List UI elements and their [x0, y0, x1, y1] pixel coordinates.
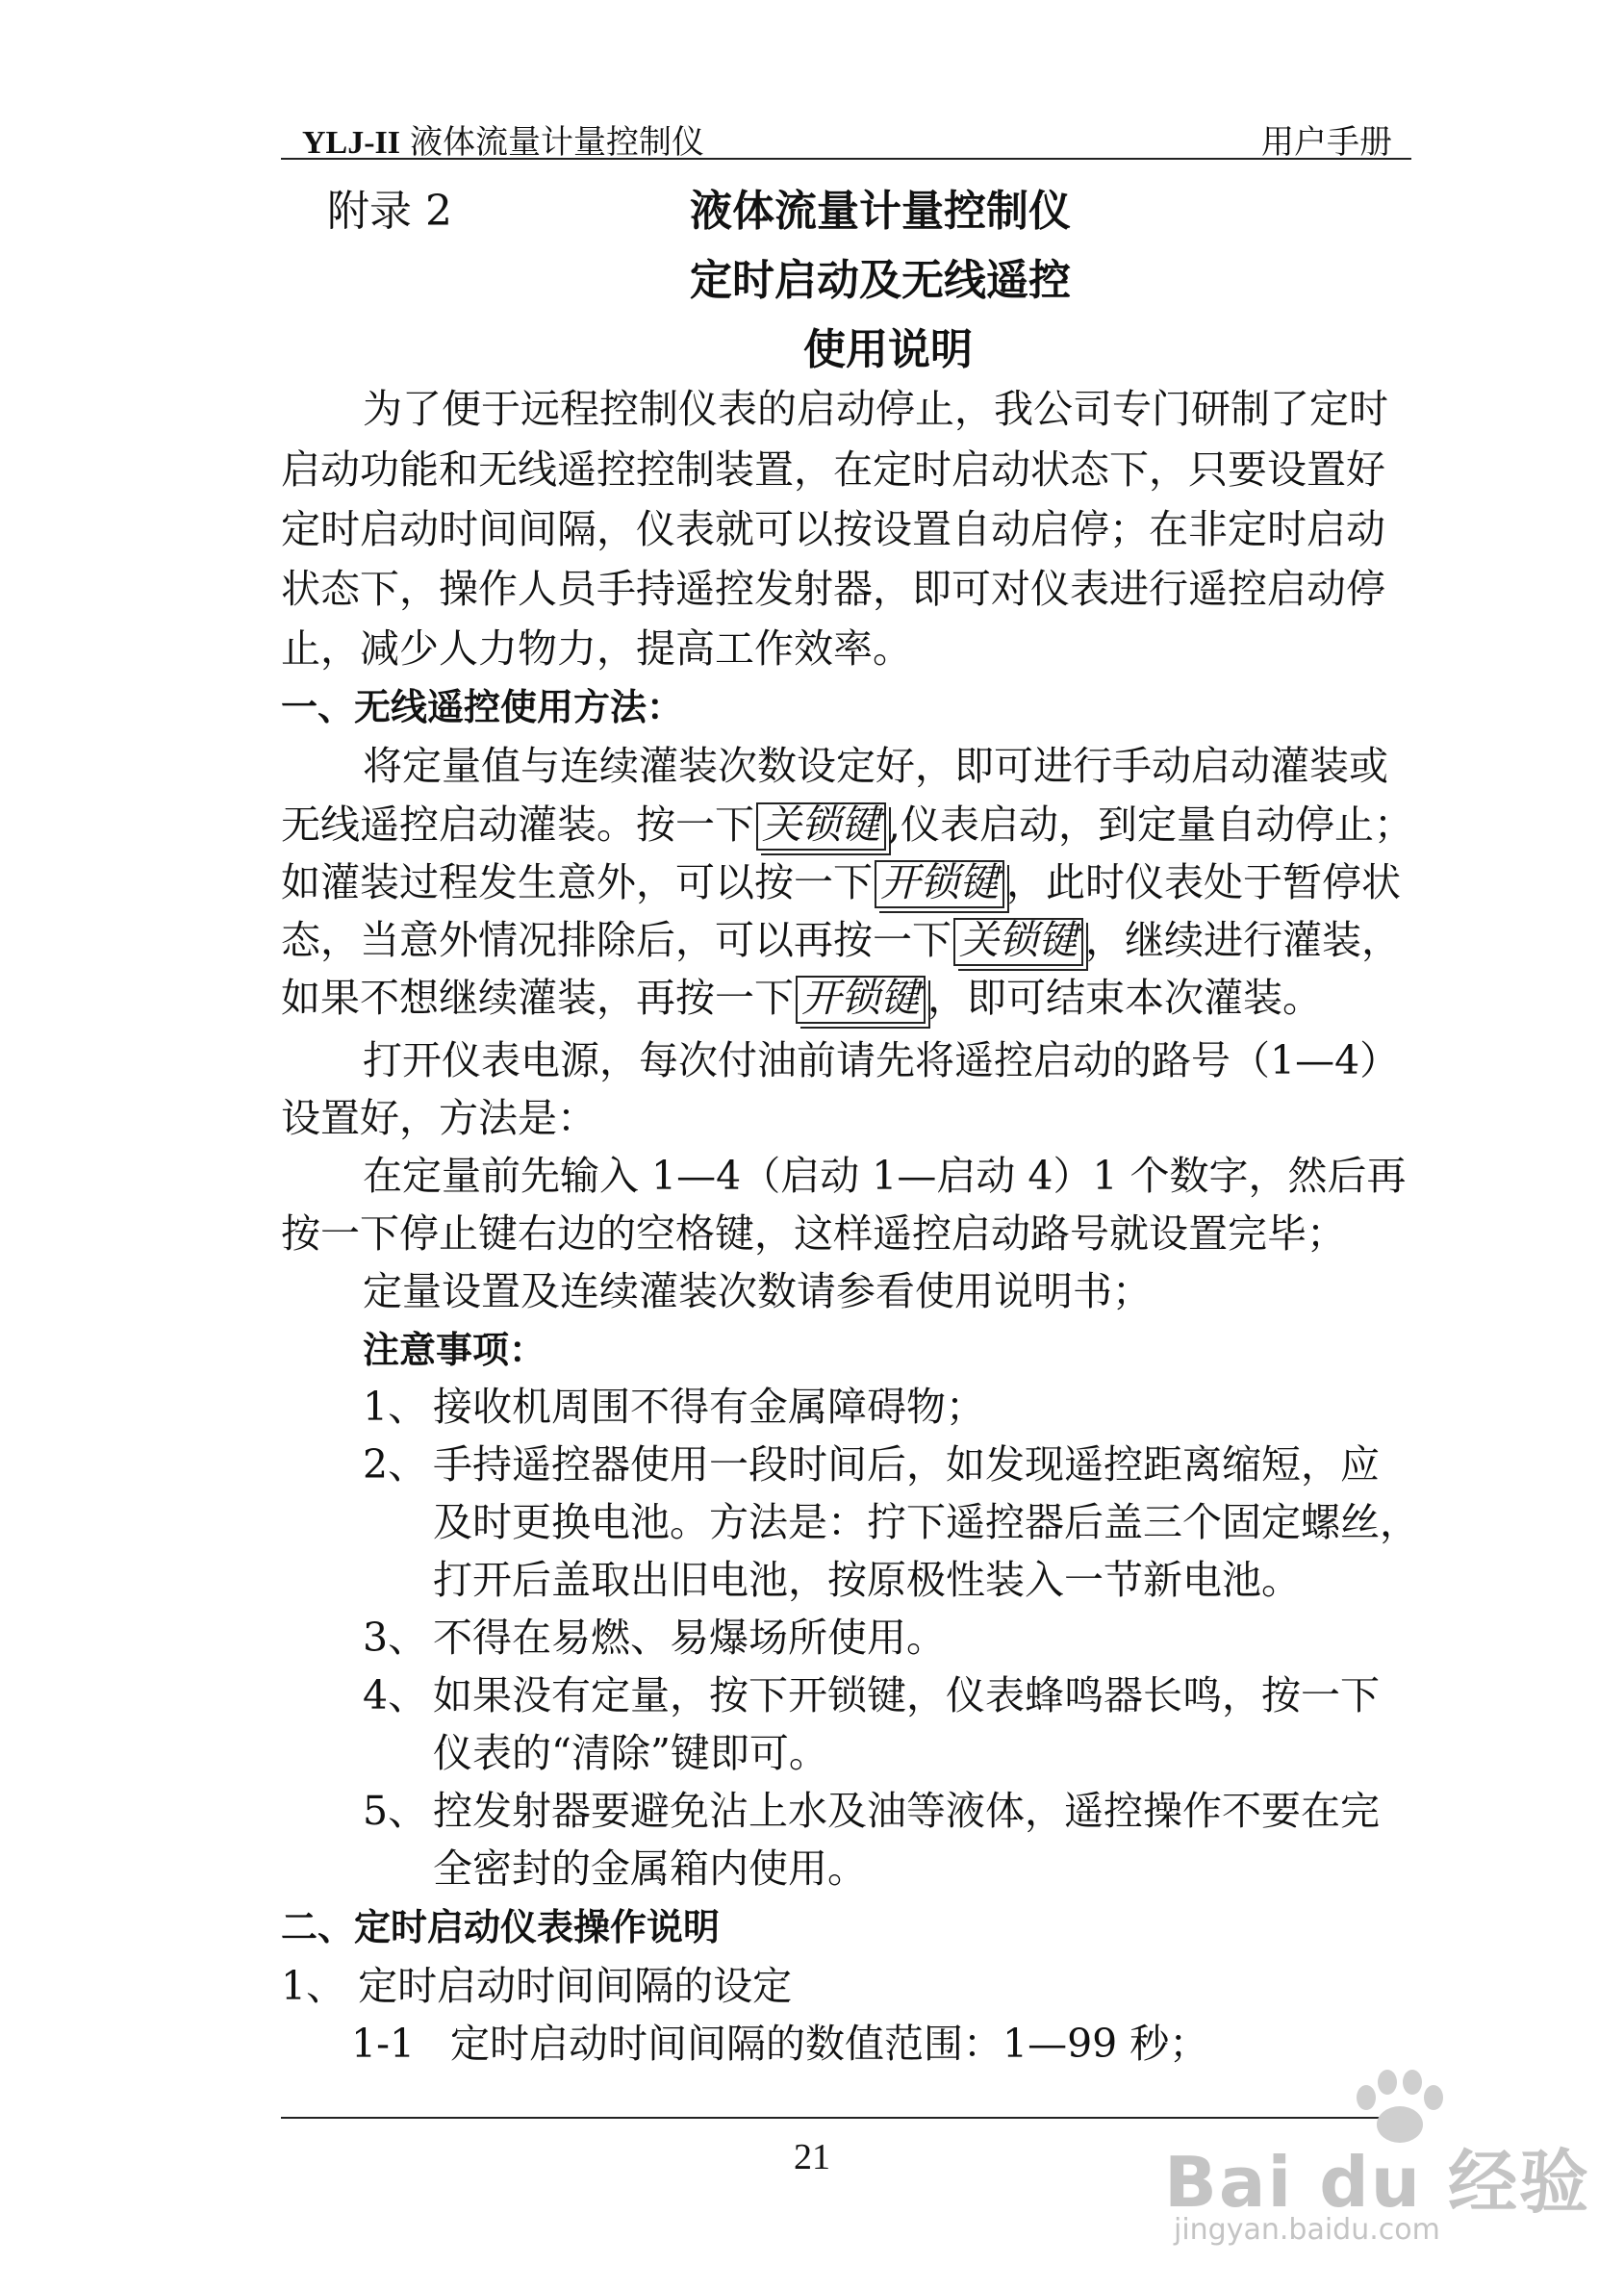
title-line-2: 定时启动及无线遥控	[690, 256, 1071, 305]
running-header	[281, 114, 1411, 160]
para-line: 将定量值与连续灌装次数设定好，即可进行手动启动灌装或	[363, 743, 1388, 789]
note-number: 5、	[363, 1788, 428, 1834]
text-segment: ，即可结束本次灌装。	[927, 975, 1322, 1021]
section-2-item: 1、 定时启动时间间隔的设定	[281, 1963, 793, 2009]
note-text: 及时更换电池。方法是：拧下遥控器后盖三个固定螺丝，	[433, 1499, 1419, 1545]
close-lock-key: 关锁键	[953, 918, 1083, 966]
subitem-number: 1-1	[351, 2021, 416, 2067]
para-line	[281, 802, 1413, 851]
text-segment: ，此时仪表处于暂停状	[1006, 859, 1401, 905]
notes-heading: 注意事项：	[363, 1329, 546, 1371]
header-left	[302, 115, 704, 163]
para-line	[281, 860, 1401, 908]
text-segment: ,仪表启动，到定量自动停止；	[888, 802, 1414, 848]
header-model: YLJ-II	[302, 125, 401, 161]
intro-line: 定时启动时间间隔，仪表就可以按设置自动启停；在非定时启动	[281, 506, 1385, 552]
note-number: 3、	[363, 1615, 428, 1661]
note-text: 仪表的“清除”键即可。	[433, 1730, 828, 1776]
intro-line: 为了便于远程控制仪表的启动停止，我公司专门研制了定时	[363, 386, 1388, 432]
intro-line: 止，减少人力物力，提高工作效率。	[281, 625, 912, 672]
text-segment: 态，当意外情况排除后，可以再按一下	[281, 917, 952, 963]
close-lock-key: 关锁键	[756, 802, 886, 851]
para-line: 定量设置及连续灌装次数请参看使用说明书；	[363, 1268, 1152, 1314]
watermark-url: jingyan.baidu.com	[1174, 2213, 1440, 2247]
para-line: 打开仪表电源，每次付油前请先将遥控启动的路号（1—4）	[363, 1037, 1400, 1083]
title-line-1: 液体流量计量控制仪	[690, 187, 1071, 236]
text-segment: 如灌装过程发生意外，可以按一下	[281, 859, 873, 905]
para-line	[281, 918, 1401, 966]
watermark-brand: Bai du 经验	[1164, 2142, 1591, 2223]
header-manual: 用户手册	[1261, 123, 1392, 162]
text-segment: 如果不想继续灌装，再按一下	[281, 975, 794, 1021]
open-lock-key: 开锁键	[796, 976, 926, 1024]
intro-line: 状态下，操作人员手持遥控发射器，即可对仪表进行遥控启动停	[281, 566, 1385, 612]
text-segment: ，继续进行灌装，	[1085, 917, 1401, 963]
note-text: 不得在易燃、易爆场所使用。	[433, 1615, 946, 1661]
note-number: 1、	[363, 1384, 428, 1430]
note-text: 控发射器要避免沾上水及油等液体，遥控操作不要在完	[433, 1788, 1380, 1834]
text-segment: 无线遥控启动灌装。按一下	[281, 802, 754, 848]
para-line: 按一下停止键右边的空格键，这样遥控启动路号就设置完毕；	[281, 1210, 1346, 1257]
note-text: 全密封的金属箱内使用。	[433, 1845, 867, 1892]
note-text: 手持遥控器使用一段时间后，如发现遥控距离缩短，应	[433, 1441, 1380, 1488]
para-line	[281, 976, 1322, 1024]
section-1-heading: 一、无线遥控使用方法：	[281, 686, 684, 728]
section-2-heading: 二、定时启动仪表操作说明	[281, 1906, 721, 1948]
subitem-text: 定时启动时间间隔的数值范围：1—99 秒；	[450, 2021, 1209, 2067]
appendix-label: 附录 2	[327, 187, 452, 236]
header-product: 液体流量计量控制仪	[410, 123, 705, 162]
para-line: 在定量前先输入 1—4（启动 1—启动 4）1 个数字，然后再	[363, 1153, 1407, 1199]
para-line: 设置好，方法是：	[281, 1095, 596, 1141]
note-text: 打开后盖取出旧电池，按原极性装入一节新电池。	[433, 1557, 1301, 1603]
open-lock-key: 开锁键	[875, 860, 1004, 908]
baidu-watermark	[1145, 2069, 1607, 2261]
note-number: 2、	[363, 1441, 428, 1488]
note-text: 如果没有定量，按下开锁键，仪表蜂鸣器长鸣，按一下	[433, 1672, 1380, 1718]
page-number: 21	[794, 2137, 830, 2177]
note-number: 4、	[363, 1672, 428, 1718]
intro-line: 启动功能和无线遥控控制装置，在定时启动状态下，只要设置好	[281, 446, 1385, 493]
note-text: 接收机周围不得有金属障碍物；	[433, 1384, 985, 1430]
title-line-3: 使用说明	[803, 325, 973, 374]
